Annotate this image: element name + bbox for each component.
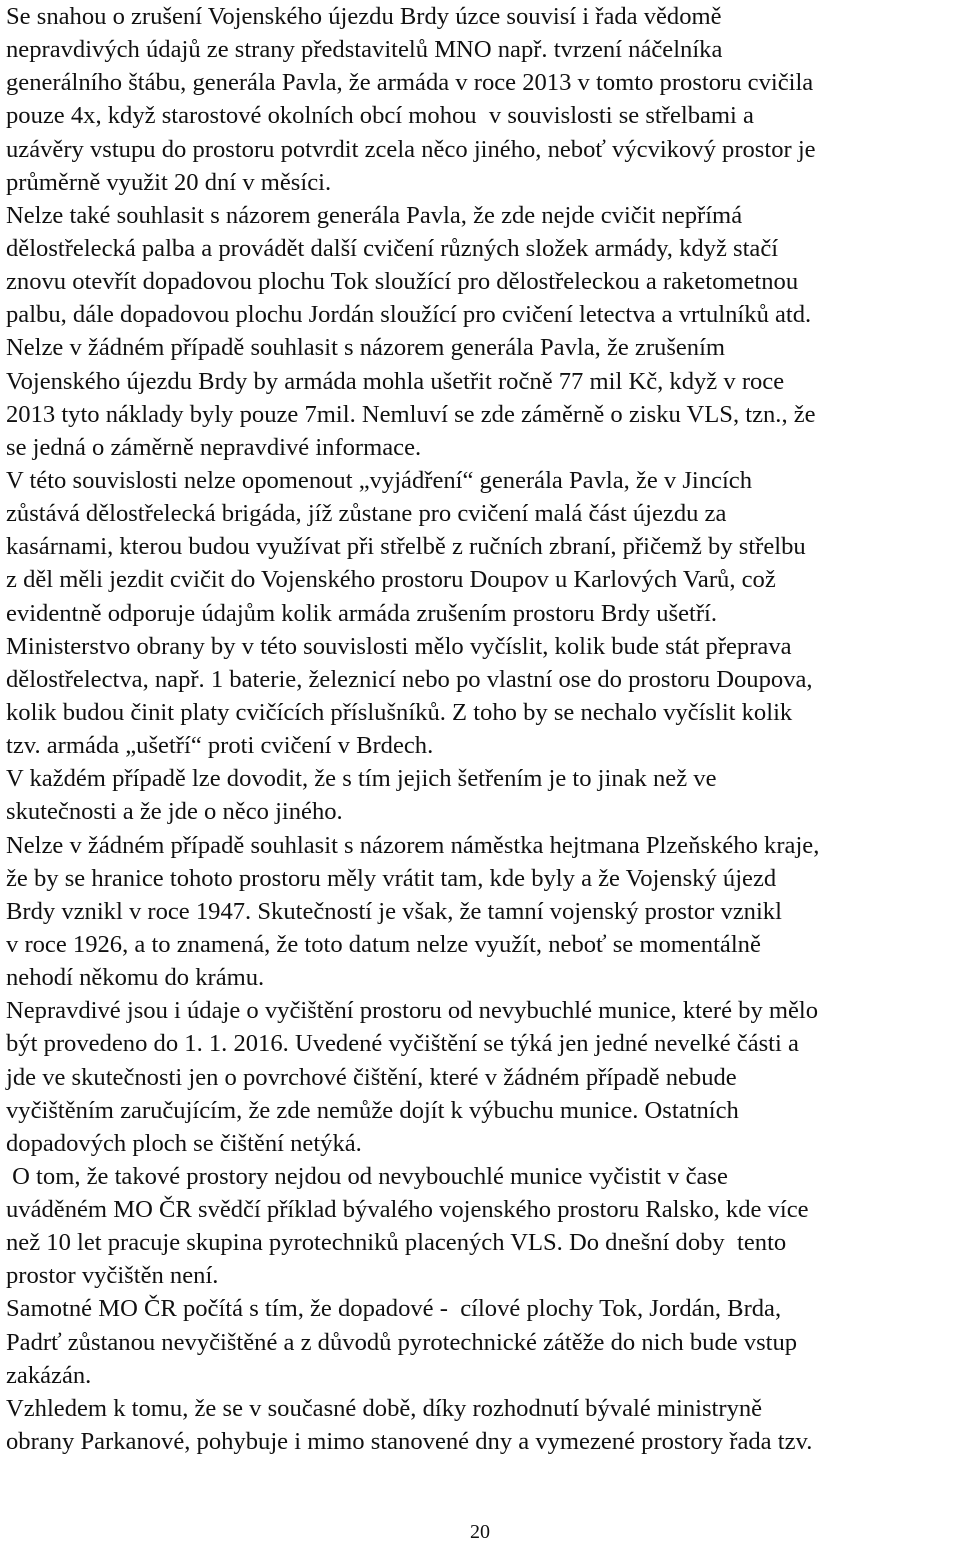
text-line: uzávěry vstupu do prostoru potvrdit zcela něco jiného, neboť výcvikový prostor je — [6, 135, 816, 163]
text-line: pouze 4x, když starostové okolních obcí mohou v souvislosti se střelbami a — [6, 102, 754, 130]
text-line: zůstává dělostřelecká brigáda, jíž zůstane pro cvičení malá část újezdu za — [6, 500, 727, 528]
text-line: vyčištěním zaručujícím, že zde nemůže dojít k výbuchu munice. Ostatních — [6, 1096, 739, 1124]
text-line: palbu, dále dopadovou plochu Jordán sloužící pro cvičení letectva a vrtulníků atd. — [6, 301, 812, 329]
text-line: než 10 let pracuje skupina pyrotechniků placených VLS. Do dnešní doby tento — [6, 1229, 787, 1257]
text-line: kasárnami, kterou budou využívat při střelbě z ručních zbraní, přičemž by střelbu — [6, 533, 806, 561]
text-line: V každém případě lze dovodit, že s tím jejich šetřením je to jinak než ve — [6, 765, 717, 793]
text-line: se jedná o záměrně nepravdivé informace. — [6, 433, 422, 461]
text-line: Nelze v žádném případě souhlasit s názorem náměstka hejtmana Plzeňského kraje, — [6, 831, 820, 859]
text-line: Vojenského újezdu Brdy by armáda mohla ušetřit ročně 77 mil Kč, když v roce — [6, 367, 785, 395]
text-line: zakázán. — [6, 1361, 92, 1389]
text-line: Padrť zůstanou nevyčištěné a z důvodů pyrotechnické zátěže do nich bude vstup — [6, 1328, 798, 1356]
text-line: tzv. armáda „ušetří“ proti cvičení v Brdech. — [6, 732, 434, 760]
text-line: evidentně odporuje údajům kolik armáda zrušením prostoru Brdy ušetří. — [6, 599, 717, 627]
text-line: nehodí někomu do krámu. — [6, 964, 265, 992]
text-line: Ministerstvo obrany by v této souvislosti mělo vyčíslit, kolik bude stát přeprava — [6, 632, 792, 660]
text-line: z děl měli jezdit cvičit do Vojenského prostoru Doupov u Karlových Varů, což — [6, 566, 776, 594]
document-body — [6, 0, 958, 1458]
text-line: Vzhledem k tomu, že se v současné době, díky rozhodnutí bývalé ministryně — [6, 1394, 763, 1422]
text-line: skutečnosti a že jde o něco jiného. — [6, 798, 343, 826]
text-line: prostor vyčištěn není. — [6, 1262, 219, 1290]
text-line: generálního štábu, generála Pavla, že armáda v roce 2013 v tomto prostoru cvičila — [6, 69, 814, 97]
text-line: Nepravdivé jsou i údaje o vyčištění prostoru od nevybuchlé munice, které by mělo — [6, 997, 819, 1025]
text-line: dělostřelecká palba a provádět další cvičení různých složek armády, když stačí — [6, 234, 779, 262]
text-line: obrany Parkanové, pohybuje i mimo stanovené dny a vymezené prostory řada tzv. — [6, 1428, 813, 1456]
text-line: uváděném MO ČR svědčí příklad bývalého vojenského prostoru Ralsko, kde více — [6, 1196, 809, 1224]
text-line: 2013 tyto náklady byly pouze 7mil. Nemluví se zde záměrně o zisku VLS, tzn., že — [6, 400, 816, 428]
text-line: Nelze také souhlasit s názorem generála Pavla, že zde nejde cvičit nepřímá — [6, 201, 743, 229]
text-line: kolik budou činit platy cvičících příslušníků. Z toho by se nechalo vyčíslit kolik — [6, 698, 793, 726]
text-line: být provedeno do 1. 1. 2016. Uvedené vyčištění se týká jen jedné nevelké části a — [6, 1030, 799, 1058]
page-number: 20 — [470, 1521, 490, 1543]
text-line: v roce 1926, a to znamená, že toto datum nelze využít, neboť se momentálně — [6, 930, 761, 958]
text-line: dopadových ploch se čištění netýká. — [6, 1129, 362, 1157]
text-line: znovu otevřít dopadovou plochu Tok sloužící pro dělostřeleckou a raketometnou — [6, 268, 799, 296]
text-line: O tom, že takové prostory nejdou od nevybouchlé munice vyčistit v čase — [6, 1162, 728, 1190]
text-line: že by se hranice tohoto prostoru měly vrátit tam, kde byly a že Vojenský újezd — [6, 864, 777, 892]
text-line: průměrně využit 20 dní v měsíci. — [6, 168, 332, 196]
text-line: Se snahou o zrušení Vojenského újezdu Brdy úzce souvisí i řada vědomě — [6, 3, 722, 30]
text-line: nepravdivých údajů ze strany představitelů MNO např. tvrzení náčelníka — [6, 36, 723, 64]
text-line: dělostřelectva, např. 1 baterie, železnicí nebo po vlastní ose do prostoru Doupova, — [6, 665, 813, 693]
text-line: Samotné MO ČR počítá s tím, že dopadové - cílové plochy Tok, Jordán, Brda, — [6, 1295, 782, 1323]
text-line: Brdy vznikl v roce 1947. Skutečností je však, že tamní vojenský prostor vznikl — [6, 897, 782, 925]
text-line: Nelze v žádném případě souhlasit s názorem generála Pavla, že zrušením — [6, 334, 726, 362]
text-line: jde ve skutečnosti jen o povrchové čištění, které v žádném případě nebude — [6, 1063, 737, 1091]
text-line: V této souvislosti nelze opomenout „vyjádření“ generála Pavla, že v Jincích — [6, 466, 753, 494]
